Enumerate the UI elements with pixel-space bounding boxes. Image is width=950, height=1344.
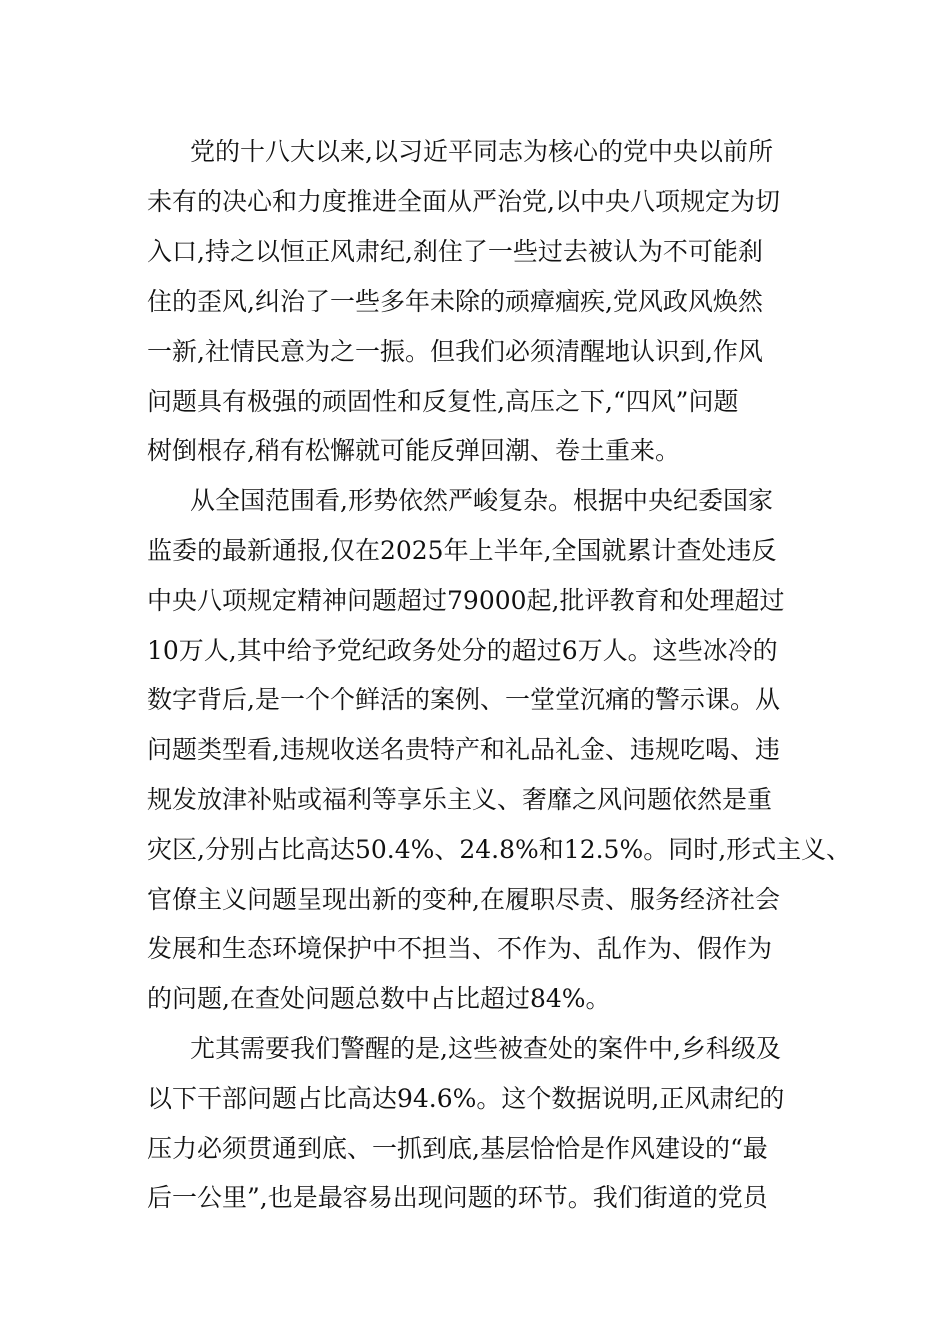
text-line-9: 监委的最新通报,仅在2025年上半年,全国就累计查处违反 [147, 536, 777, 565]
text-line-7: 树倒根存,稍有松懈就可能反弹回潮、卷土重来。 [147, 436, 680, 465]
text-line-2: 未有的决心和力度推进全面从严治党,以中央八项规定为切 [147, 187, 780, 216]
text-line-1: 党的十八大以来,以习近平同志为核心的党中央以前所 [190, 137, 773, 166]
text-line-4: 住的歪风,纠治了一些多年未除的顽瘴痼疾,党风政风焕然 [147, 287, 763, 316]
text-line-3: 入口,持之以恒正风肃纪,刹住了一些过去被认为不可能刹 [147, 237, 763, 266]
text-line-8: 从全国范围看,形势依然严峻复杂。根据中央纪委国家 [190, 486, 773, 515]
text-line-6: 问题具有极强的顽固性和反复性,高压之下,“四风”问题 [147, 387, 739, 416]
text-line-11: 10万人,其中给予党纪政务处分的超过6万人。这些冰冷的 [147, 636, 778, 665]
text-line-10: 中央八项规定精神问题超过79000起,批评教育和处理超过 [147, 586, 785, 615]
text-line-15: 灾区,分别占比高达50.4%、24.8%和12.5%。同时,形式主义、 [147, 835, 852, 864]
text-line-19: 尤其需要我们警醒的是,这些被查处的案件中,乡科级及 [190, 1034, 781, 1063]
text-line-18: 的问题,在查处问题总数中占比超过84%。 [147, 984, 611, 1013]
text-line-20: 以下干部问题占比高达94.6%。这个数据说明,正风肃纪的 [147, 1084, 785, 1113]
text-line-5: 一新,社情民意为之一振。但我们必须清醒地认识到,作风 [147, 337, 763, 366]
text-line-16: 官僚主义问题呈现出新的变种,在履职尽责、服务经济社会 [147, 885, 780, 914]
text-line-21: 压力必须贯通到底、一抓到底,基层恰恰是作风建设的“最 [147, 1134, 768, 1163]
text-line-17: 发展和生态环境保护中不担当、不作为、乱作为、假作为 [147, 934, 773, 963]
text-line-14: 规发放津补贴或福利等享乐主义、奢靡之风问题依然是重 [147, 785, 773, 814]
text-line-22: 后一公里”,也是最容易出现问题的环节。我们街道的党员 [147, 1183, 768, 1212]
text-line-12: 数字背后,是一个个鲜活的案例、一堂堂沉痛的警示课。从 [147, 685, 780, 714]
text-line-13: 问题类型看,违规收送名贵特产和礼品礼金、违规吃喝、违 [147, 735, 780, 764]
